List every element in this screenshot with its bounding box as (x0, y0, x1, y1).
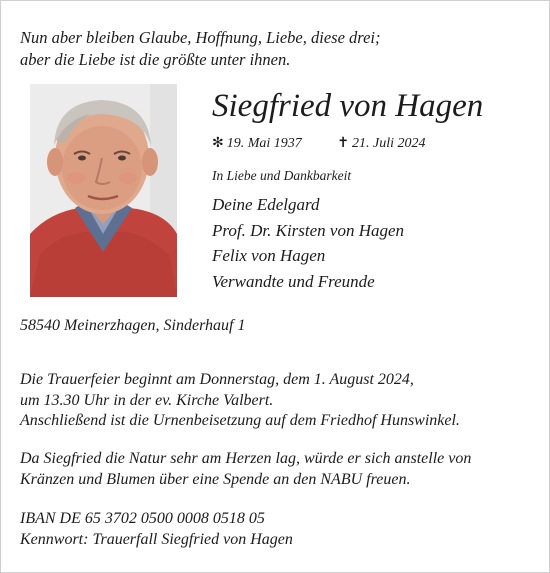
life-dates (212, 135, 458, 153)
verse-line-2: aber die Liebe ist die größte unter ihnen. (20, 50, 291, 69)
bank-details (20, 509, 293, 550)
family-address: 58540 Meinerzhagen, Sinderhauf 1 (20, 317, 246, 334)
birth-star-icon: ✻ (212, 136, 224, 151)
mourner-name: Deine Edelgard (212, 195, 320, 214)
birth-date: 19. Mai 1937 (226, 136, 302, 151)
mourners-intro: In Liebe und Dankbarkeit (212, 168, 352, 183)
verse-line-1: Nun aber bleiben Glaube, Hoffnung, Liebe, diese drei; (20, 28, 381, 47)
bible-verse (20, 27, 381, 71)
donation-line-1: Da Siegfried die Natur sehr am Herzen lag, würde er sich anstelle von (20, 450, 472, 467)
mourner-name: Verwandte und Freunde (212, 271, 375, 291)
payment-reference: Kennwort: Trauerfall Siegfried von Hagen (20, 530, 293, 548)
death-cross-icon: ✝ (337, 136, 350, 151)
death-date-entry (337, 136, 441, 151)
ceremony-line-2: um 13.30 Uhr in der ev. Kirche Valbert. (20, 391, 274, 409)
ceremony-line-1: Die Trauerfeier beginnt am Donnerstag, dem 1. August 2024, (20, 371, 414, 388)
deceased-name: Siegfried von Hagen (212, 88, 484, 124)
mourner-name: Felix von Hagen (212, 246, 326, 265)
death-date: 21. Juli 2024 (352, 136, 426, 151)
portrait-illustration (30, 84, 177, 297)
ceremony-line-3: Anschließend ist die Urnenbeisetzung auf dem Friedhof Hunswinkel. (20, 412, 460, 429)
donation-request (20, 449, 471, 490)
mourner-name: Prof. Dr. Kirsten von Hagen (212, 220, 405, 240)
portrait-photo (30, 84, 177, 297)
iban-text: IBAN DE 65 3702 0500 0008 0518 05 (20, 510, 265, 527)
ceremony-info (20, 370, 460, 432)
donation-line-2: Kränzen und Blumen über eine Spende an den NABU freuen. (20, 470, 411, 488)
birth-date-entry (212, 136, 318, 151)
mourners-list (212, 192, 404, 294)
